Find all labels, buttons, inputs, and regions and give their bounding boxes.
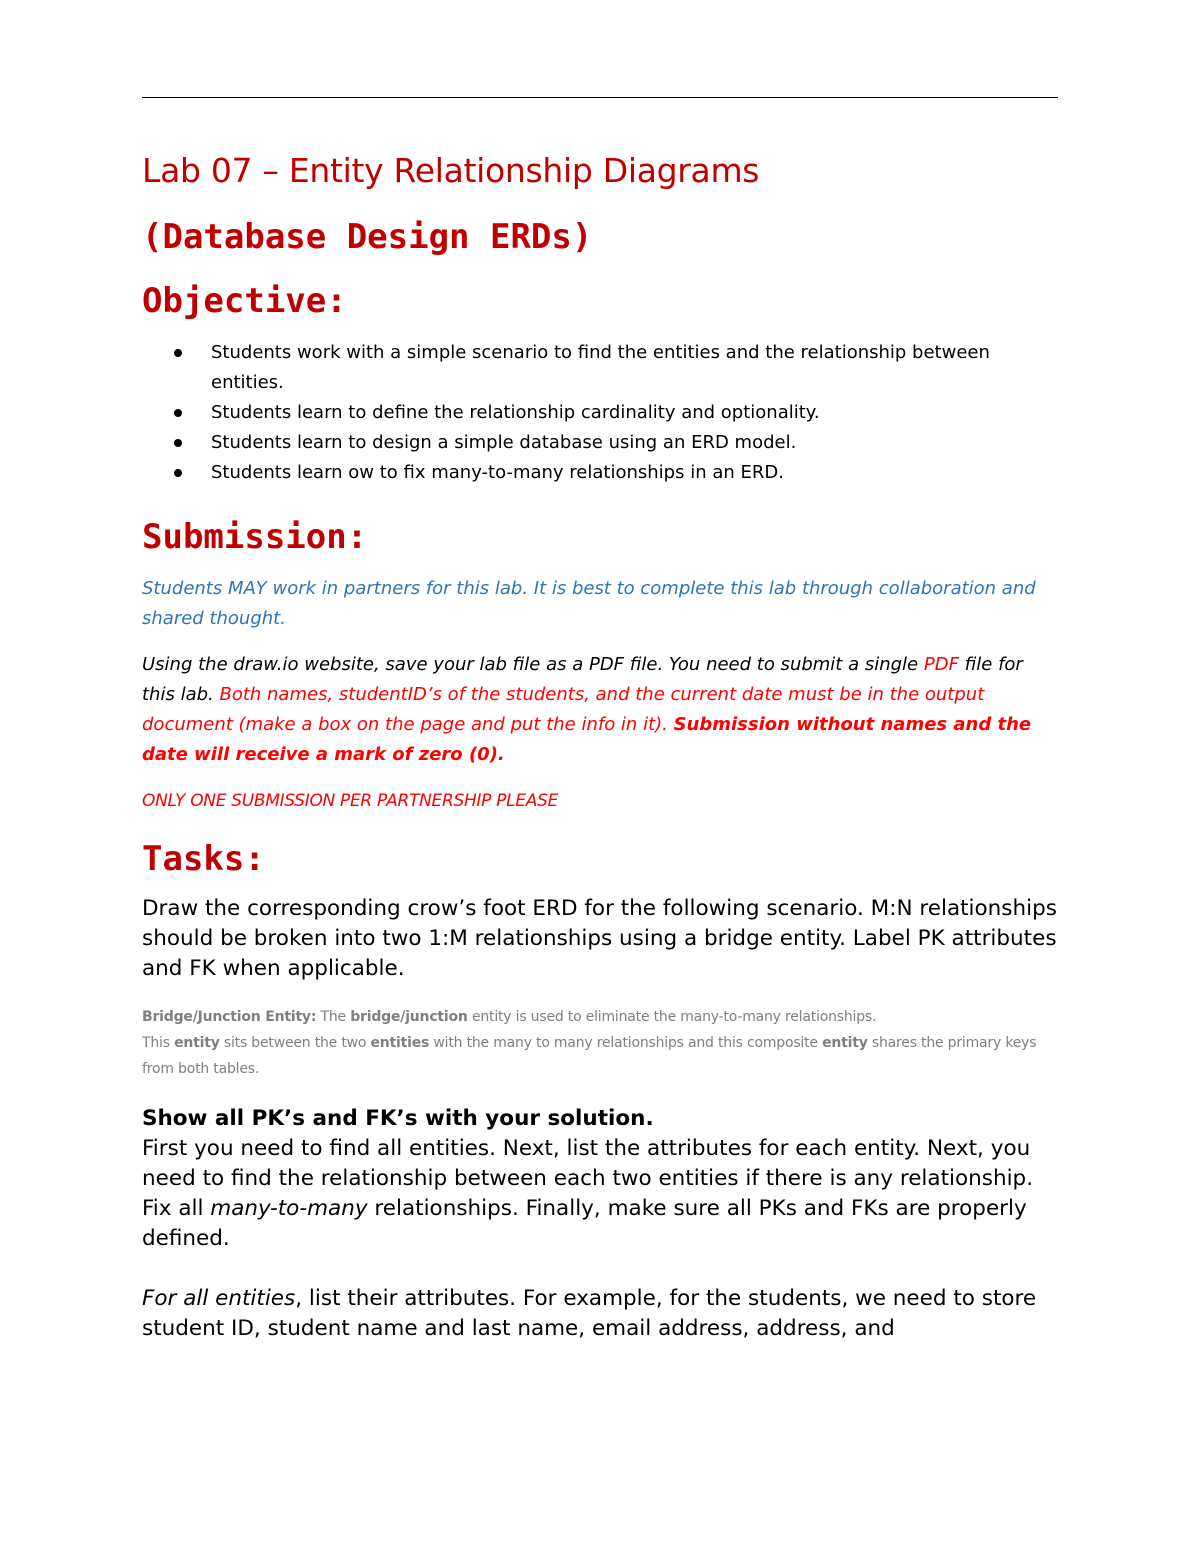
objective-heading: Objective: — [142, 281, 347, 321]
for-all-entities-emphasis: For all entities — [142, 1286, 296, 1311]
lab-subtitle: (Database Design ERDs) — [142, 217, 593, 257]
tasks-instructions: Draw the corresponding crow’s foot ERD for the following scenario. M:N relationships should be broken into two 1:M relationships using a bridge entity. Label PK attributes and FK when applicable. — [142, 896, 1057, 981]
document-content — [142, 148, 1060, 1344]
tasks-heading: Tasks: — [142, 839, 265, 879]
bridge-label: Bridge/Junction Entity: — [142, 1009, 317, 1025]
objective-list — [142, 338, 1060, 488]
bridge-term: bridge/junction — [350, 1009, 468, 1025]
bridge-text: shares the primary keys from both tables. — [142, 1035, 1037, 1077]
objective-item: Students learn ow to fix many-to-many relationships in an ERD. — [142, 458, 1060, 488]
for-all-entities-paragraph — [142, 1284, 1060, 1344]
pdf-highlight: PDF — [923, 654, 959, 675]
bridge-text: The — [316, 1009, 351, 1025]
show-text: First you need to find all entities. Next, list the attributes for each entity. Next, you need to find the relationship between each two entities if there is any relationship. Fix all — [142, 1136, 1034, 1221]
bridge-text: sits between the two — [219, 1035, 371, 1051]
instructions-text: Using the draw.io website, save your lab file as a PDF file. You need to submit a single — [142, 654, 924, 675]
instructions-text: file for this lab. — [142, 654, 1023, 705]
header-rule — [142, 97, 1058, 98]
lab-title: Lab 07 – Entity Relationship Diagrams — [142, 151, 760, 190]
bridge-term: entities — [370, 1035, 430, 1051]
bridge-text: entity is used to eliminate the many-to-many relationships. — [467, 1009, 877, 1025]
for-all-entities-text: , list their attributes. For example, for the students, we need to store student ID, student name and last name, email address, address, and — [142, 1286, 1037, 1341]
objective-item: Students learn to design a simple database using an ERD model. — [142, 428, 1060, 458]
bridge-text: with the many to many relationships and this composite — [429, 1035, 823, 1051]
bridge-entity-note — [142, 1004, 1060, 1082]
many-to-many-emphasis: many-to-many — [210, 1196, 368, 1221]
objective-item: Students learn to define the relationship cardinality and optionality. — [142, 398, 1060, 428]
bridge-term: entity — [174, 1035, 220, 1051]
show-pk-fk-section — [142, 1104, 1060, 1254]
objective-item: Students work with a simple scenario to find the entities and the relationship between entities. — [142, 338, 1060, 398]
submission-heading: Submission: — [142, 517, 368, 557]
show-pk-fk-heading: Show all PK’s and FK’s with your solution. — [142, 1106, 654, 1131]
names-requirement: Both names, studentID’s of the students, and the current date must be in the output document (make a box on the page and put the info in it). — [142, 684, 985, 735]
bridge-text: This — [142, 1035, 175, 1051]
bridge-term: entity — [822, 1035, 868, 1051]
show-text: relationships. Finally, make sure all PKs and FKs are properly defined. — [142, 1196, 1027, 1251]
zero-mark-warning: Submission without names and the date will receive a mark of zero (0). — [142, 714, 1032, 765]
submission-instructions — [142, 650, 1060, 770]
one-submission-note: ONLY ONE SUBMISSION PER PARTNERSHIP PLEASE — [142, 791, 559, 811]
partners-note: Students MAY work in partners for this lab. It is best to complete this lab through collaboration and shared thought. — [142, 578, 1036, 629]
